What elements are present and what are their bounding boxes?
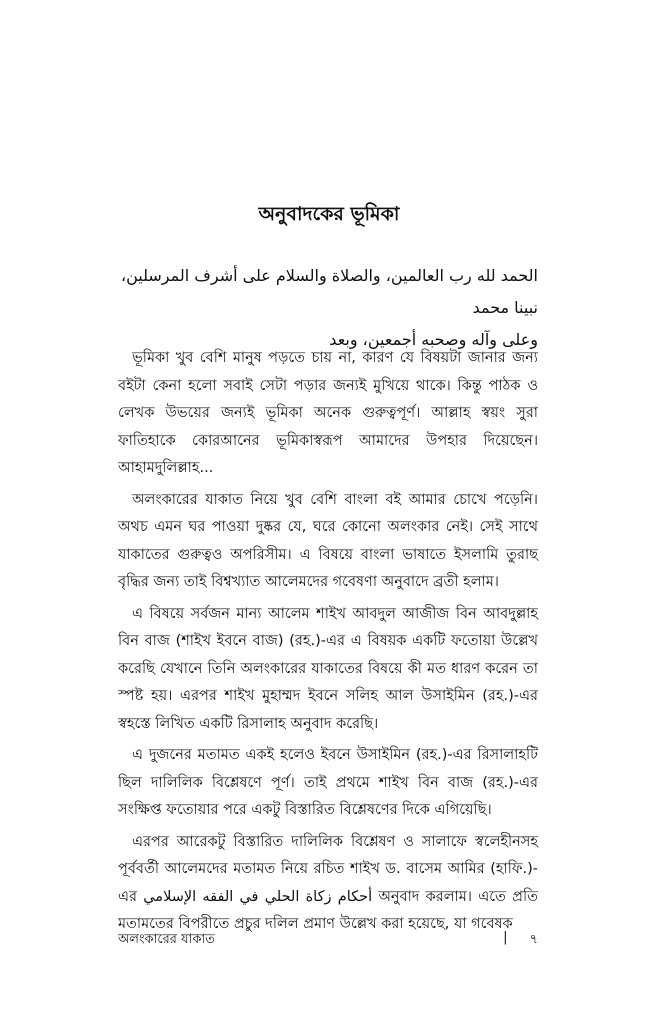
paragraph: এ বিষয়ে সর্বজন মান্য আলেম শাইখ আবদুল আজীজ বিন আবদুল্লাহ বিন বাজ (শাইখ ইবনে বাজ) (রহ.)-এর এ বিষয়ক একটি ফতোয়া উল্লেখ করেছি যেখানে তিনি অলংকারের যাকাতের বিষয়ে কী মত ধারণ করেন তা স্পষ্ট হয়। এরপর শাইখ মুহাম্মদ ইবনে সলিহ আল উসাইমিন (রহ.)-এর স্বহস্তে লিখিত একটি রিসালাহ অনুবাদ করেছি। — [118, 605, 538, 732]
footer-book-title: অলংকারের যাকাত — [118, 932, 215, 947]
paragraph: এরপর আরেকটু বিস্তারিত দালিলিক বিশ্লেষণ ও সালাফে স্বলেহীনসহ পূর্ববর্তী আলেমদের মতামত নিয়ে রচিত শাইখ ড. বাসেম আমির (হাফি.)-এর أحكام زكاة الحلي في الفقه الإسلامي অনুবাদ করলাম। এতে প্রতি মতামতের বিপরীতে প্রচুর দলিল প্রমাণ উল্লেখ করা হয়েছে, যা গবেষক — [118, 833, 538, 932]
arabic-invocation — [118, 260, 538, 356]
footer-separator: | — [503, 930, 508, 945]
page-number: ৭ — [529, 932, 538, 947]
arabic-line: الحمد لله رب العالمين، والصلاة والسلام على أشرف المرسلين، نبينا محمد — [120, 266, 538, 317]
page-title: অনুবাদকের ভূমিকা — [258, 203, 400, 225]
paragraph: অলংকারের যাকাত নিয়ে খুব বেশি বাংলা বই আমার চোখে পড়েনি। অথচ এমন ঘর পাওয়া দুষ্কর যে, ঘরে কোনো অলংকার নেই। সেই সাথে যাকাতের গুরুত্বও অপরিসীম। এ বিষয়ে বাংলা ভাষাতে ইসলামি তুরাছ বৃদ্ধির জন্য তাই বিশ্বখ্যাত আলেমদের গবেষণা অনুবাদে ব্রতী হলাম। — [118, 491, 538, 590]
footer-page-info — [503, 930, 538, 951]
body-text — [118, 345, 538, 943]
paragraph: ভূমিকা খুব বেশি মানুষ পড়তে চায় না, কারণ যে বিষয়টা জানার জন্য বইটা কেনা হলো সবাই সেটা পড়ার জন্যই মুখিয়ে থাকে। কিন্তু পাঠক ও লেখক উভয়ের জন্যই ভূমিকা অনেক গুরুত্বপূর্ণ। আল্লাহ স্বয়ং সুরা ফাতিহাকে কোরআনের ভূমিকাস্বরূপ আমাদের উপহার দিয়েছেন। আহামদুলিল্লাহ... — [118, 350, 538, 476]
page-footer — [118, 930, 538, 951]
arabic-line: وعلى وآله وصحبه أجمعين، وبعد — [329, 330, 538, 349]
paragraph: এ দুজনের মতামত একই হলেও ইবনে উসাইমিন (রহ.)-এর রিসালাহটি ছিল দালিলিক বিশ্লেষণে পূর্ণ। তাই প্রথমে শাইখ বিন বাজ (রহ.)-এর সংক্ষিপ্ত ফতোয়ার পরে একটু বিস্তারিত বিশ্লেষণের দিকে এগিয়েছি। — [118, 747, 538, 818]
